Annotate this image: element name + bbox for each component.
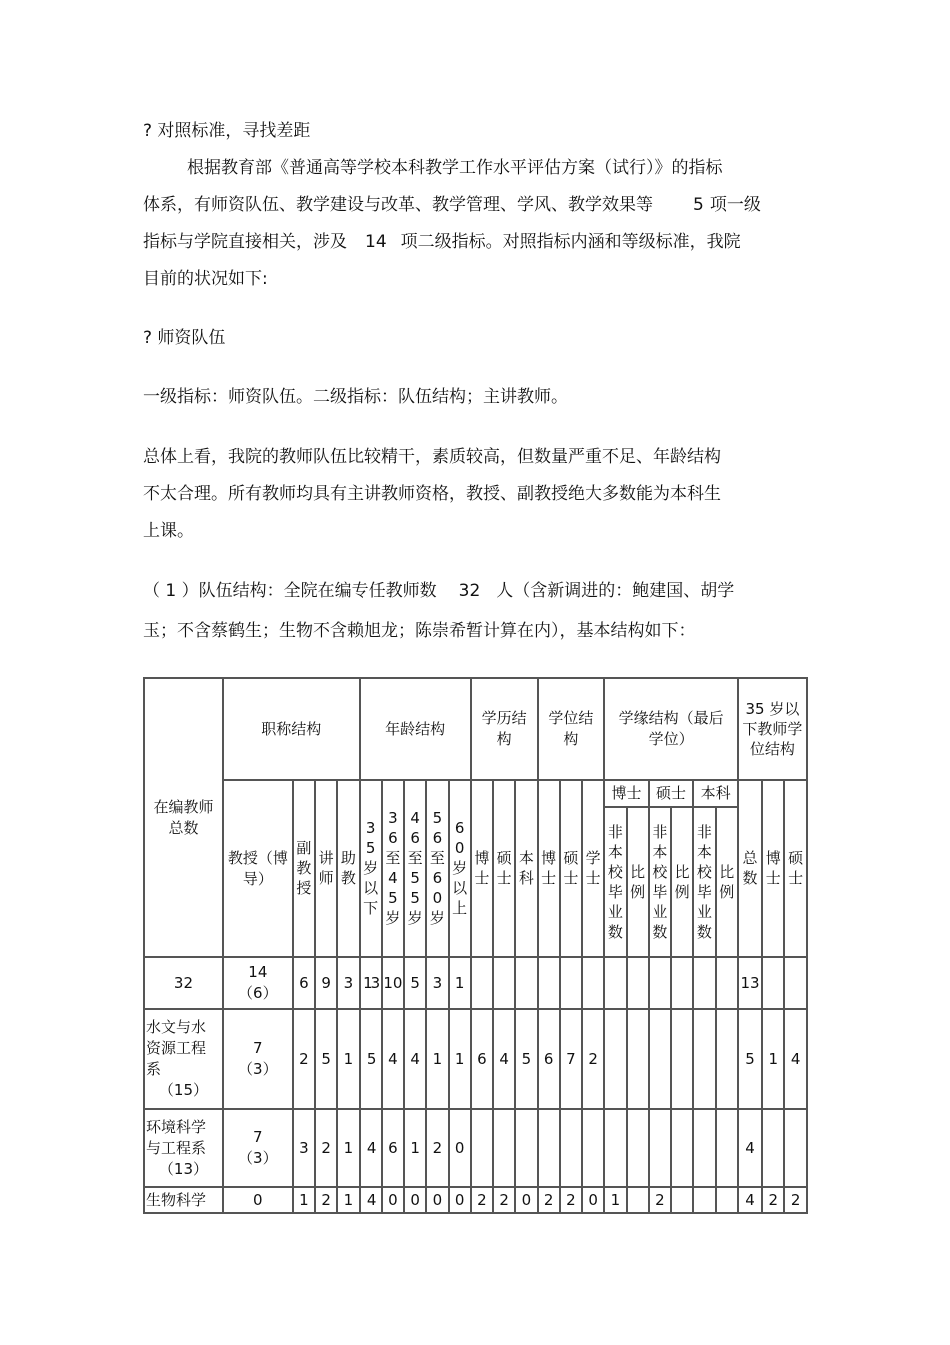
text: 项二级指标。对照指标内涵和等级标准，我院 — [400, 232, 741, 252]
professor-count-text: 7 — [253, 1039, 263, 1057]
col-text: 硕士 — [656, 784, 687, 802]
col-degree-bachelor — [582, 780, 604, 957]
col-text: 比例 — [630, 862, 646, 901]
table-cell: 1 — [604, 1187, 626, 1213]
table-cell: 2 — [762, 1187, 784, 1213]
table-cell: 7 — [560, 1009, 582, 1109]
col-age-3 — [404, 780, 426, 957]
col-origin-phd-nonlocal — [604, 807, 626, 957]
table-cell — [716, 957, 738, 1009]
table-cell: 2 — [315, 1109, 337, 1187]
header-text: 学历结构 — [481, 709, 527, 748]
table-cell — [671, 1009, 693, 1109]
col-text: 博士 — [765, 849, 781, 887]
paragraph-3-line-1: 总体上看，我院的教师队伍比较精干，素质较高，但数量严重不足、年龄结构 — [143, 447, 721, 467]
col-young-master — [784, 780, 807, 957]
table-cell: 4 — [738, 1109, 762, 1187]
table-cell: 1 — [404, 1109, 426, 1187]
table-cell: 2 — [426, 1109, 448, 1187]
table-cell: 9 — [315, 957, 337, 1009]
col-text: 本科 — [700, 784, 731, 802]
table-cell — [515, 957, 537, 1009]
table-cell — [693, 1187, 715, 1213]
col-text: 比例 — [674, 862, 690, 901]
table-row — [144, 1187, 807, 1213]
table-cell — [716, 1187, 738, 1213]
col-lecturer — [315, 780, 337, 957]
col-age-4 — [426, 780, 448, 957]
paragraph-4-line-1 — [143, 580, 734, 602]
header-origin-structure — [604, 678, 738, 780]
professor-count — [223, 1109, 293, 1187]
table-cell: 6 — [471, 1009, 493, 1109]
col-young-total — [738, 780, 762, 957]
header-total-text: 在编教师总数 — [153, 797, 214, 837]
table-cell: 1 — [337, 1187, 359, 1213]
row-label — [144, 957, 223, 1009]
col-text: 硕士 — [496, 849, 512, 887]
row-label-text: 水文与水资源工程系 — [146, 1018, 207, 1078]
table-cell: 2 — [315, 1187, 337, 1213]
table-cell — [582, 1109, 604, 1187]
table-cell — [671, 957, 693, 1009]
table-row — [144, 1109, 807, 1187]
col-text: 教授（博导） — [227, 848, 288, 888]
table-cell: 5 — [360, 1009, 382, 1109]
table-row — [144, 1009, 807, 1109]
col-text: 博士 — [474, 849, 490, 887]
col-young-phd — [762, 780, 784, 957]
col-age-5 — [449, 780, 471, 957]
col-text: 讲师 — [318, 849, 334, 887]
table-cell: 4 — [493, 1009, 515, 1109]
table-cell: 5 — [515, 1009, 537, 1109]
phd-supervisor-count: （6） — [238, 984, 278, 1002]
table-cell: 4 — [404, 1009, 426, 1109]
table-cell — [716, 1109, 738, 1187]
table-cell: 0 — [382, 1187, 404, 1213]
text: 指标与学院直接相关，涉及 — [143, 232, 347, 252]
table-cell: 5 — [404, 957, 426, 1009]
table-cell: 2 — [471, 1187, 493, 1213]
paragraph-1-line-4: 目前的状况如下: — [143, 269, 268, 289]
table-cell — [560, 1109, 582, 1187]
table-body — [144, 957, 807, 1213]
table-cell: 3 — [337, 957, 359, 1009]
phd-supervisor-count: （3） — [238, 1149, 278, 1167]
text: 人（含新调进的：鲍建国、胡学 — [496, 581, 735, 601]
table-cell: 5 — [738, 1009, 762, 1109]
header-young-structure — [738, 678, 807, 780]
col-text: 副教授 — [296, 839, 312, 897]
row-label — [144, 1187, 223, 1213]
header-title-structure — [223, 678, 360, 780]
professor-count — [223, 957, 293, 1009]
col-text: 本科 — [518, 849, 534, 887]
table-cell: 1 — [449, 957, 471, 1009]
header-text: 年龄结构 — [385, 719, 446, 738]
professor-count-text: 7 — [253, 1128, 263, 1146]
heading-faculty: ? 师资队伍 — [143, 328, 226, 348]
col-edu-master — [493, 780, 515, 957]
table-cell: 2 — [582, 1009, 604, 1109]
table-cell: 4 — [382, 1009, 404, 1109]
text: 项一级 — [709, 195, 761, 215]
table-cell: 2 — [649, 1187, 671, 1213]
col-text: 比例 — [719, 862, 735, 901]
paragraph-1-line-2 — [143, 194, 761, 216]
table-cell: 2 — [560, 1187, 582, 1213]
col-text: 博士 — [541, 849, 557, 887]
col-assoc-professor — [293, 780, 315, 957]
col-professor — [223, 780, 293, 957]
col-text: 非本校毕业数 — [607, 822, 623, 941]
table-cell: 1 — [337, 1009, 359, 1109]
col-text: 35岁以下 — [363, 819, 379, 917]
table-cell — [627, 957, 649, 1009]
table-cell — [538, 1109, 560, 1187]
header-degree-structure — [538, 678, 605, 780]
table-cell: 0 — [449, 1187, 471, 1213]
col-text: 博士 — [611, 784, 642, 802]
table-cell — [762, 957, 784, 1009]
table-cell: 4 — [360, 1187, 382, 1213]
table-cell — [649, 1009, 671, 1109]
col-text: 总数 — [742, 849, 758, 887]
table-cell — [538, 957, 560, 1009]
row-label — [144, 1009, 223, 1109]
col-text: 学士 — [585, 849, 601, 887]
table-cell — [671, 1109, 693, 1187]
table-cell: 13 — [360, 957, 382, 1009]
table-cell: 6 — [382, 1109, 404, 1187]
col-text: 56至60岁 — [429, 809, 445, 927]
table-cell — [515, 1109, 537, 1187]
col-origin-phd-ratio — [627, 807, 649, 957]
row-label-count: （15） — [158, 1081, 208, 1099]
col-text: 46至55岁 — [407, 809, 423, 927]
table-cell: 0 — [515, 1187, 537, 1213]
table-cell — [582, 957, 604, 1009]
header-education-structure — [471, 678, 538, 780]
text: 体系，有师资队伍、教学建设与改革、教学管理、学风、教学效果等 — [143, 195, 653, 215]
table-cell: 1 — [449, 1009, 471, 1109]
professor-count — [223, 1187, 293, 1213]
table-cell — [471, 957, 493, 1009]
table-cell — [649, 957, 671, 1009]
col-text: 36至45岁 — [385, 809, 401, 927]
col-origin-master — [649, 780, 694, 807]
col-origin-phd — [604, 780, 649, 807]
table-cell — [627, 1109, 649, 1187]
table-cell: 3 — [426, 957, 448, 1009]
col-age-1 — [360, 780, 382, 957]
header-total — [144, 678, 223, 957]
table-row — [144, 957, 807, 1009]
col-edu-phd — [471, 780, 493, 957]
paragraph-4-line-2: 玉；不含蔡鹤生；生物不含赖旭龙；陈崇希暂计算在内），基本结构如下： — [143, 621, 696, 641]
table-cell — [560, 957, 582, 1009]
col-origin-bachelor-nonlocal — [693, 807, 715, 957]
table-cell: 10 — [382, 957, 404, 1009]
table-cell: 1 — [293, 1187, 315, 1213]
table-cell: 6 — [293, 957, 315, 1009]
header-text: 职称结构 — [261, 719, 322, 738]
col-edu-bachelor — [515, 780, 537, 957]
table-cell: 6 — [538, 1009, 560, 1109]
professor-count-text: 14 — [248, 963, 268, 981]
table-cell — [604, 957, 626, 1009]
col-text: 硕士 — [563, 849, 579, 887]
row-label-text: 32 — [173, 973, 193, 992]
paragraph-3-line-2: 不太合理。所有教师均具有主讲教师资格，教授、副教授绝大多数能为本科生 — [143, 484, 721, 504]
table-cell: 1 — [426, 1009, 448, 1109]
table-cell: 2 — [538, 1187, 560, 1213]
col-text: 助教 — [340, 849, 356, 887]
col-text: 60岁以上 — [452, 819, 468, 917]
table-cell — [762, 1109, 784, 1187]
row-label — [144, 1109, 223, 1187]
table-cell: 0 — [449, 1109, 471, 1187]
table-cell: 4 — [360, 1109, 382, 1187]
paragraph-indicators: 一级指标：师资队伍。二级指标：队伍结构；主讲教师。 — [143, 387, 568, 407]
table-cell — [627, 1009, 649, 1109]
table-cell — [693, 1009, 715, 1109]
number: 5 — [693, 195, 704, 215]
table-cell — [649, 1109, 671, 1187]
header-text: 35 岁以下教师学位结构 — [742, 700, 803, 758]
number: 14 — [365, 232, 387, 252]
table-cell: 0 — [426, 1187, 448, 1213]
col-degree-master — [560, 780, 582, 957]
header-text: 学缘结构（最后学位） — [618, 709, 724, 748]
col-age-2 — [382, 780, 404, 957]
col-assistant — [337, 780, 359, 957]
table-cell: 4 — [784, 1009, 807, 1109]
paragraph-1-line-3 — [143, 231, 741, 253]
table-cell — [693, 1109, 715, 1187]
table-cell: 1 — [762, 1009, 784, 1109]
col-origin-bachelor-ratio — [716, 807, 738, 957]
col-degree-phd — [538, 780, 560, 957]
table-cell — [671, 1187, 693, 1213]
row-label-count: （13） — [158, 1159, 208, 1178]
phd-supervisor-count: （3） — [238, 1060, 278, 1078]
row-label-text: 生物科学 — [146, 1190, 207, 1209]
faculty-structure-table — [143, 677, 808, 1214]
table-cell — [604, 1009, 626, 1109]
table-cell: 2 — [493, 1187, 515, 1213]
professor-count — [223, 1009, 293, 1109]
table-cell: 2 — [784, 1187, 807, 1213]
table-cell — [627, 1187, 649, 1213]
number: 32 — [458, 581, 481, 601]
col-origin-master-ratio — [671, 807, 693, 957]
table-cell: 4 — [738, 1187, 762, 1213]
table-cell: 13 — [738, 957, 762, 1009]
table-cell — [716, 1009, 738, 1109]
table-cell — [493, 957, 515, 1009]
row-label-text: 环境科学与工程系 — [146, 1117, 207, 1157]
col-text: 硕士 — [788, 849, 804, 887]
table-cell — [471, 1109, 493, 1187]
header-age-structure — [360, 678, 471, 780]
paragraph-1-line-1: 根据教育部《普通高等学校本科教学工作水平评估方案（试行）》的指标 — [187, 158, 723, 178]
col-text: 非本校毕业数 — [652, 822, 668, 941]
paragraph-3-line-3: 上课。 — [143, 521, 194, 541]
table-cell — [493, 1109, 515, 1187]
text: （ 1 ）队伍结构：全院在编专任教师数 — [143, 581, 437, 601]
col-origin-bachelor — [693, 780, 738, 807]
heading-comparison: ? 对照标准，寻找差距 — [143, 121, 311, 141]
col-text: 非本校毕业数 — [696, 822, 712, 941]
table-cell — [784, 957, 807, 1009]
professor-count-text: 0 — [253, 1190, 263, 1209]
table-cell: 2 — [293, 1009, 315, 1109]
header-text: 学位结构 — [548, 709, 594, 748]
table-cell: 1 — [337, 1109, 359, 1187]
table-cell — [604, 1109, 626, 1187]
table-cell — [693, 957, 715, 1009]
table-cell: 0 — [582, 1187, 604, 1213]
table-cell — [784, 1109, 807, 1187]
table-cell: 3 — [293, 1109, 315, 1187]
table-cell: 5 — [315, 1009, 337, 1109]
table-cell: 0 — [404, 1187, 426, 1213]
col-origin-master-nonlocal — [649, 807, 671, 957]
